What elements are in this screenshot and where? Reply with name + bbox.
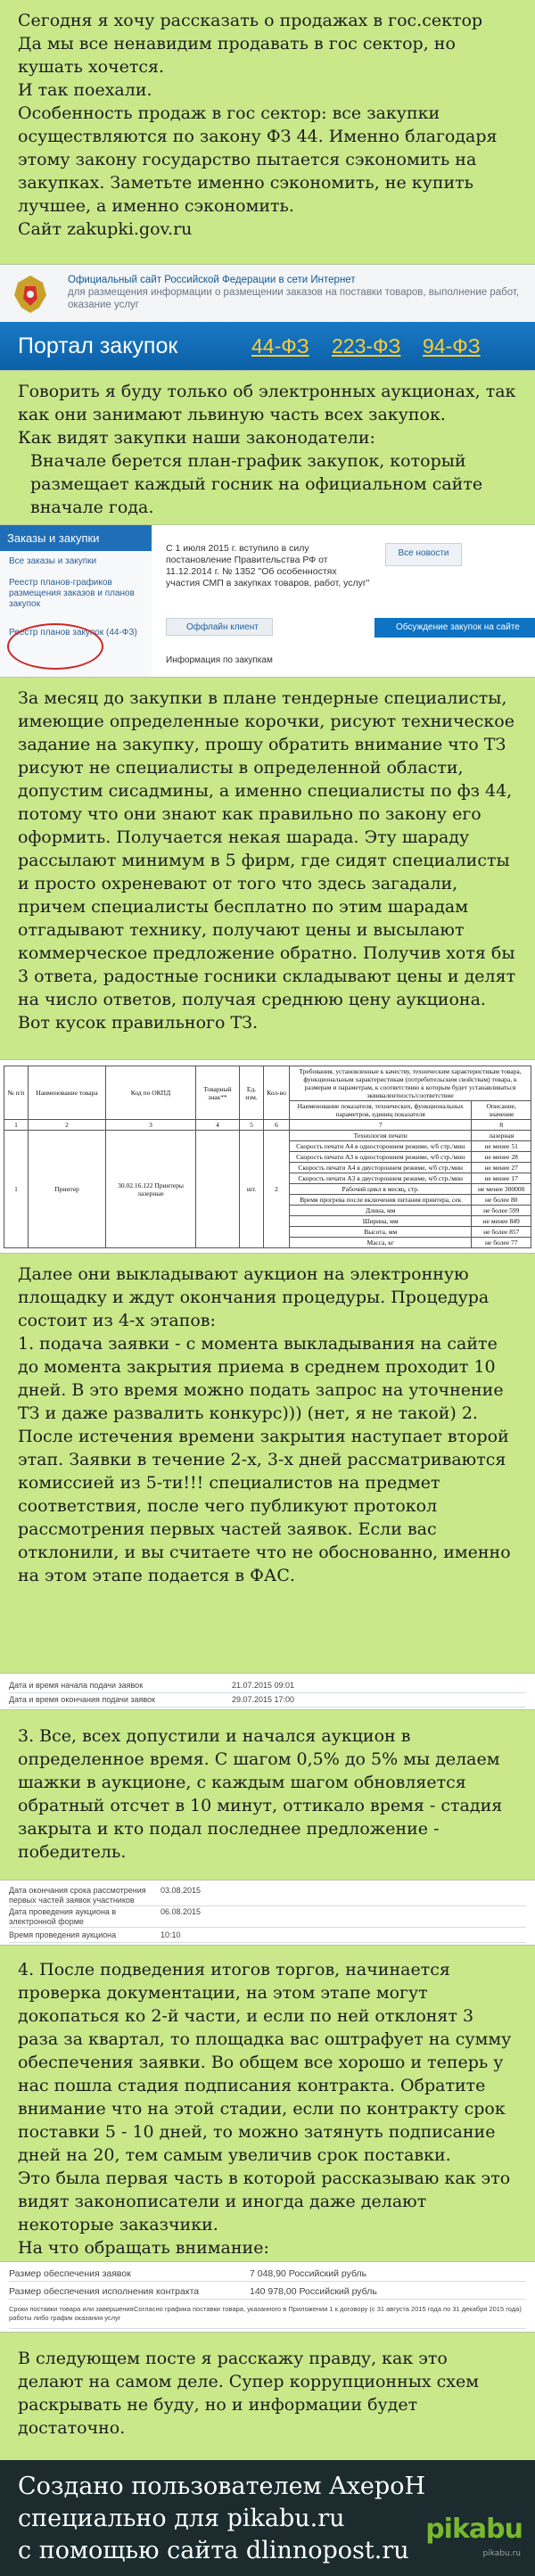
date-key: Дата проведения аукциона в электронной форме [9, 1907, 117, 1926]
info-heading: Информация по закупкам [166, 655, 273, 665]
portal-nav-bar [0, 322, 535, 371]
dates-screenshot-1 [0, 1673, 535, 1710]
intro-line: Особенность продаж в гос сектор: все закупки осуществляются по закону ФЗ 44. Именно благодаря этому закону государство пытается сэкономить на закупках. Заметьте именно сэкономить, не купить лучшее, а именно сэкономить. [18, 103, 498, 216]
param-cell: Масса, кг [290, 1238, 472, 1248]
date-row [9, 1929, 526, 1943]
param-cell: Скорость печати А3 в одностороннем режиме, ч/б стр./мин [290, 1152, 472, 1163]
value-cell: не более 80 [472, 1195, 531, 1206]
intro-line: Сегодня я хочу рассказать о продажах в гос.сектор [18, 11, 483, 30]
specification-table [4, 1066, 531, 1248]
site-link[interactable]: Сайт zakupki.gov.ru [18, 219, 193, 239]
footer-line: Создано пользователем AxepoH [18, 2473, 425, 2500]
value-cell: не более 857 [472, 1227, 531, 1238]
paragraph: В следующем посте я расскажу правду, как это делают на самом деле. Супер коррупционных схем раскрывать не буду, но и информации будет достаточно. [18, 2349, 480, 2438]
dates-screenshot-2 [0, 1880, 535, 1946]
value-cell: лазерная [472, 1131, 531, 1141]
param-cell: Ширина, мм [290, 1216, 472, 1227]
col-number: 4 [196, 1120, 240, 1131]
news-text: С 1 июля 2015 г. вступило в силу постановление Правительства РФ от 11.12.2014 г. № 1352 "Об особенностях участия СМП в закупках товаров, работ, услуг" [166, 543, 370, 588]
date-key: Дата и время начала подачи заявок [9, 1681, 144, 1690]
date-value: 10:10 [160, 1930, 181, 1939]
param-cell: Рабочий цикл в месяц, стр. [290, 1184, 472, 1195]
col-number: 5 [240, 1120, 264, 1131]
value-cell: не менее 17 [472, 1173, 531, 1184]
amount-key: Размер обеспечения исполнения контракта [9, 2286, 200, 2297]
date-value: 03.08.2015 [160, 1886, 202, 1895]
procurement-menu-screenshot [0, 524, 535, 678]
pikabu-logo: pikabu [425, 2514, 523, 2545]
footer-line: с помощью сайта dlinnopost.ru [18, 2537, 409, 2564]
th-param: Наименование показателя, технических, функциональных параметров, единиц показателя [290, 1101, 472, 1120]
value-cell: не менее 27 [472, 1163, 531, 1173]
th-qty: Кол-во [264, 1066, 290, 1120]
delivery-row [9, 2305, 526, 2329]
red-circle-highlight [7, 623, 103, 670]
portal-subtitle-line2: для размещения информации о размещении заказов на поставки товаров, выполнение работ, оказание услуг [68, 287, 520, 310]
paragraph: 4. После подведения итогов торгов, начинается проверка документации, на этом этапе могут докопаться ко 2-й части, и если по ней отклонят 3 раза за квартал, то площадка вас оштрафует на сумму обеспечения заявки. Во общем все хорошо и теперь у нас пошла стадия подписания контракта. Обратите внимание что на этой стадии, если по контракту срок поставки 5 - 10 дней, то можно затянуть подписание дней на 20, тем самым увеличив срок поставки. Это была первая часть в которой рассказываю как это видят законописатели и иногда даже делают некоторые заказчики. На что обращать внимание: [18, 1960, 512, 2258]
all-news-button[interactable]: Все новости [385, 543, 462, 566]
link-223fz[interactable]: 223-ФЗ [332, 334, 401, 358]
menu-sidebar [0, 525, 152, 678]
date-row [9, 1679, 526, 1693]
paragraph: Говорить я буду только об электронных аукционах, так как они занимают львиную часть всех закупок. [18, 382, 516, 424]
param-cell: Скорость печати А4 в одностороннем режиме, ч/б стр./мин [290, 1141, 472, 1152]
pikabu-caption: pikabu.ru [482, 2549, 521, 2558]
value-cell: не более 599 [472, 1206, 531, 1216]
date-row [9, 1886, 526, 1906]
col-number: 3 [106, 1120, 196, 1131]
th-name: Наименование товара [29, 1066, 106, 1120]
portal-screenshot [0, 264, 535, 371]
date-key: Дата и время окончания подачи заявок [9, 1695, 155, 1704]
paragraph: 3. Все, всех допустили и начался аукцион в определенное время. С шагом 0,5% до 5% мы делаем шажки в аукционе, с каждым шагом обновляется обратный отсчет в 10 минут, оттикало время - стадия закрыта и кто подал последнее предложение - победитель. [18, 1726, 503, 1862]
item-unit: шт. [240, 1131, 264, 1248]
paragraph: Как видят закупки наши законодатели: [18, 428, 375, 448]
amount-row [9, 2267, 526, 2282]
value-cell: не менее 28 [472, 1152, 531, 1163]
th-mark: Товарный знак** [196, 1066, 240, 1120]
date-key: Время проведения аукциона [9, 1930, 117, 1939]
param-cell: Скорость печати А4 в двустороннем режиме, ч/б стр./мин [290, 1163, 472, 1173]
text-auctions [0, 371, 535, 524]
col-number: 2 [29, 1120, 106, 1131]
delivery-key: Сроки поставки товара или завершения работы либо график оказания услуг [9, 2305, 134, 2322]
col-number: 6 [264, 1120, 290, 1131]
item-mark [196, 1131, 240, 1248]
item-okpd: 30.02.16.122 Принтеры лазерные [106, 1131, 196, 1248]
item-num: 1 [4, 1131, 29, 1248]
paragraph: За месяц до закупки в плане тендерные специалисты, имеющие определенные корочки, рисуют техническое задание на закупку, прошу обратить внимание что ТЗ рисуют не специалисты в определенной области, допустим сисадмины, а именно специалисты по фз 44, потому что они знают как правильно по закону его оформить. Получается некая шарада. Эту шараду рассылают минимум в 5 фирм, где сидят специалисты и просто охреневают от того что здесь загадали, причем специалисты бесплатно по этим шарадам отгадывают технику, получают цены и высылают коммерческое предложение обратно. Получив хотя бы 3 ответа, радостные госники складывают цены и делят на число ответов, получая среднюю цену аукциона. [18, 688, 516, 1009]
amount-key: Размер обеспечения заявок [9, 2268, 131, 2279]
link-94fz[interactable]: 94-ФЗ [423, 334, 481, 358]
portal-header [0, 265, 535, 322]
specification-table-screenshot [0, 1059, 535, 1254]
amount-value: 7 048,90 Российский рубль [250, 2268, 367, 2279]
col-number: 7 [290, 1120, 472, 1131]
value-cell: не более 77 [472, 1238, 531, 1248]
text-auction [0, 1710, 535, 1880]
th-unit: Ед. изм. [240, 1066, 264, 1120]
date-key: Дата окончания срока рассмотрения первых частей заявок участников [9, 1886, 146, 1905]
paragraph: Далее они выкладывают аукцион на электронную площадку и ждут окончания процедуры. Процедура состоит из 4-х этапов: 1. подача заявки - с момента выкладывания на сайте до момента закрытия приема в среднем проходит 10 дней. В это время можно подать запрос на уточнение ТЗ и даже развалить конкурс))) (нет, я не такой) 2. После истечения времени закрытия наступает второй этап. Заявки в течение 2-х, 3-х дней рассматриваются комиссией из 5-ти!!! специалистов на предмет соответствия, после чего публикуют протокол рассмотрения первых частей заявок. Если вас отклонили, и вы считаете что не обоснованно, именно на этом этапе подается в ФАС. [18, 1264, 511, 1585]
value-cell: не менее 300000 [472, 1184, 531, 1195]
text-contract [0, 1946, 535, 2261]
text-procedure [0, 1254, 535, 1673]
date-value: 06.08.2015 [160, 1907, 202, 1916]
discussion-button[interactable] [374, 618, 535, 638]
value-cell: не менее 849 [472, 1216, 531, 1227]
offline-client-label: Оффлайн клиент [186, 622, 259, 632]
date-row [9, 1693, 526, 1708]
intro-text [0, 0, 535, 264]
text-specification [0, 678, 535, 1059]
footer-line: специально для pikabu.ru [18, 2505, 345, 2532]
text-next-post [0, 2333, 535, 2460]
coat-of-arms-icon [7, 270, 54, 317]
param-cell: Высота, мм [290, 1227, 472, 1238]
param-cell: Скорость печати А3 в двустороннем режиме, ч/б стр./мин [290, 1173, 472, 1184]
portal-subtitle-line1: Официальный сайт Российской Федерации в сети Интернет [68, 275, 356, 285]
th-requirements: Требования, установленные к качеству, техническим характеристикам товара, функциональным характеристикам (потребительским свойствам) товара, к размерам и параметрам, к соответствию к которым будет устанавливаться эквивалентность/соответствие [290, 1066, 531, 1101]
portal-subtitle [68, 274, 531, 311]
amount-value: 140 978,00 Российский рубль [250, 2286, 377, 2297]
col-number: 8 [472, 1120, 531, 1131]
item-name: Принтер [29, 1131, 106, 1248]
amount-row [9, 2285, 526, 2300]
menu-header: Заказы и закупки [0, 525, 152, 551]
footer-banner [0, 2460, 535, 2576]
date-row [9, 1907, 526, 1928]
param-cell: Технология печати [290, 1131, 472, 1141]
date-value: 29.07.2015 17:00 [232, 1695, 295, 1704]
param-cell: Длина, мм [290, 1206, 472, 1216]
portal-title: Портал закупок [18, 333, 178, 358]
menu-item-plan-registry[interactable]: Реестр планов закупок (44-ФЗ) [9, 628, 137, 638]
date-value: 21.07.2015 09:01 [232, 1681, 295, 1690]
value-cell: не менее 51 [472, 1141, 531, 1152]
intro-line: И так поехали. [18, 80, 152, 100]
discussion-label: Обсуждение закупок на сайте [396, 622, 520, 632]
menu-item-plans[interactable]: Реестр планов-графиков размещения заказов и планов закупок [9, 578, 135, 609]
security-amounts-screenshot [0, 2261, 535, 2333]
th-value: Описание, значение [472, 1101, 531, 1120]
delivery-value: Согласно графика поставки товара, указанного в Приложении 1 к договору (с 31 августа 2015 года по 31 декабря 2015 года) [134, 2305, 522, 2313]
menu-item-all[interactable]: Все заказы и закупки [9, 556, 97, 566]
paragraph: Вначале берется план-график закупок, который размещает каждый госник на официальном сайте вначале года. [30, 451, 483, 517]
link-44fz[interactable]: 44-ФЗ [251, 334, 309, 358]
th-num: № п/п [4, 1066, 29, 1120]
item-qty: 2 [264, 1131, 290, 1248]
col-number: 1 [4, 1120, 29, 1131]
intro-line: Да мы все ненавидим продавать в гос сектор, но кушать хочется. [18, 34, 456, 77]
th-okpd: Код по ОКПД [106, 1066, 196, 1120]
offline-client-button[interactable] [166, 618, 273, 636]
paragraph: Вот кусок правильного ТЗ. [18, 1013, 259, 1033]
param-cell: Время прогрева после включения питания принтера, сек [290, 1195, 472, 1206]
